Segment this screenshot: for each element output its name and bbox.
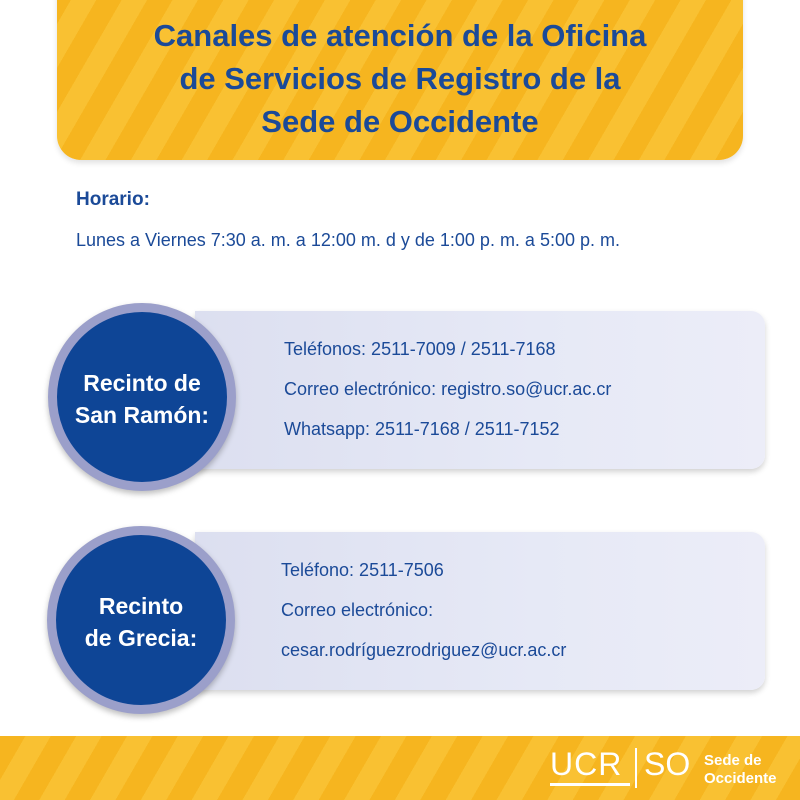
title-line: Sede de Occidente: [261, 104, 539, 139]
campus-name: [75, 367, 209, 431]
campus-badge-san-ramon: [48, 303, 236, 491]
sede-logo-line: Sede de: [704, 752, 762, 769]
sede-logo-text: [704, 752, 777, 788]
campus-contact-grecia: [281, 550, 566, 670]
email-text: cesar.rodríguezrodriguez@ucr.ac.cr: [281, 640, 567, 660]
sede-logo-line: Occidente: [704, 770, 777, 787]
email-label: Correo electrónico:: [281, 600, 434, 620]
whatsapp-text: Whatsapp: 2511-7168 / 2511-7152: [284, 419, 560, 439]
page-title: [57, 14, 743, 143]
campus-name-line: San Ramón:: [74, 402, 210, 428]
so-logo-text: SO: [644, 746, 691, 782]
campus-name-line: Recinto: [98, 593, 184, 619]
logo-underline: [550, 783, 630, 786]
title-line: Canales de atención de la Oficina: [153, 18, 647, 53]
campus-name-line: Recinto de: [83, 370, 201, 396]
schedule-label: Horario:: [76, 189, 150, 210]
title-line: de Servicios de Registro de la: [179, 61, 621, 96]
ucr-logo-text: UCR: [550, 746, 623, 782]
phone-text: Teléfono: 2511-7506: [281, 560, 444, 580]
phone-text: Teléfonos: 2511-7009 / 2511-7168: [284, 339, 556, 359]
campus-name-line: de Grecia:: [84, 625, 198, 651]
logo-divider: [635, 748, 637, 788]
email-text: Correo electrónico: registro.so@ucr.ac.cr: [284, 379, 612, 399]
campus-badge-grecia: [47, 526, 235, 714]
schedule-text: Lunes a Viernes 7:30 a. m. a 12:00 m. d y de 1:00 p. m. a 5:00 p. m.: [76, 230, 620, 250]
campus-contact-san-ramon: [284, 329, 611, 449]
campus-name: [85, 590, 198, 654]
